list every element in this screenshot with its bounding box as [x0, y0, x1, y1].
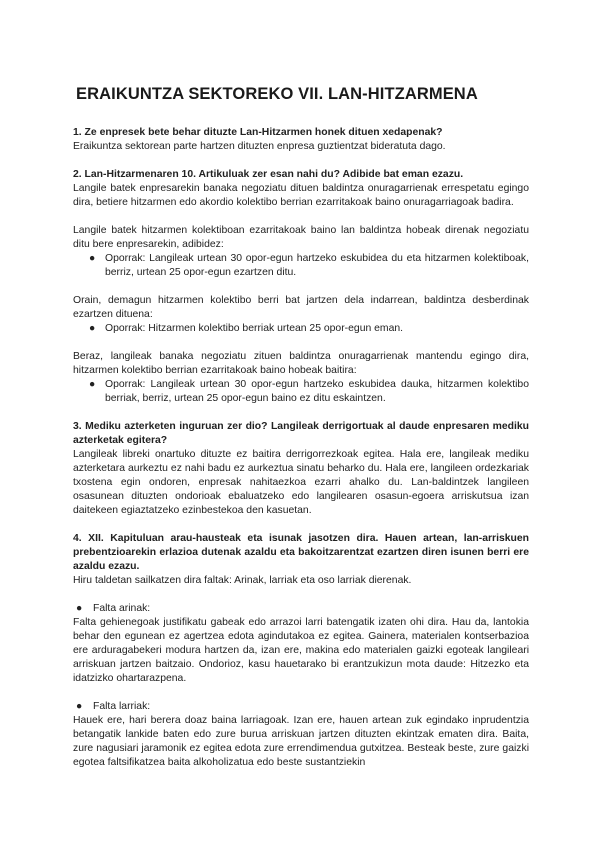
question-1: 1. Ze enpresek bete behar dituzte Lan-Hitzarmen honek dituen xedapenak?: [73, 127, 443, 138]
question-3: 3. Mediku azterketen inguruan zer dio? Langileak derrigortuak al daude enpresaren mediku azterketak egitera?: [73, 421, 529, 446]
bullet-icon: ●: [89, 253, 96, 264]
falta-larriak-label: ● Falta larriak:: [76, 701, 151, 712]
bullet-list-3: [73, 378, 529, 406]
answer-2-paragraph-1: Langile batek enpresarekin banaka negoziatu dituen baldintza onuragarrienak errespetatu egingo dira, betiere hitzarmen edo akordio kolektibo berrian ezarritakoak baino onuragarriagoak badira.: [73, 183, 529, 208]
answer-2-paragraph-3: Orain, demagun hitzarmen kolektibo berri bat jartzen dela indarrean, baldintza desberdinak ezartzen dituena:: [73, 295, 529, 320]
falta-larriak-paragraph: Hauek ere, hari berera doaz baina larriagoak. Izan ere, hauen artean zuk egindako inprudentzia betangatik lankide baten edo zure burua arriskuan jartzen dituzten ekintzak ematen dira. Baita, zure nagusiari jaramonik ez egitea edota zure errendimendua gutxitzea. Besteak beste, zure gaizki egotea faltsifikatzea baita alkoholizatua edo beste sustantziekin: [73, 715, 529, 768]
section-q3: [73, 420, 529, 518]
list-item: ● Oporrak: Hitzarmen kolektibo berriak urtean 25 opor-egun eman.: [89, 323, 404, 334]
section-q1: [73, 126, 529, 154]
bullet-list-1: [73, 252, 529, 280]
answer-1: Eraikuntza sektorean parte hartzen dituzten enpresa guztientzat bideratuta dago.: [73, 141, 446, 152]
falta-arinak-paragraph: Falta gehienegoak justifikatu gabeak edo arrazoi larri batengatik izaten ohi dira. Hau da, lantokia behar den egunean ez agertzea edota agindutakoa ez egitea. Gainera, materialen kontserbazioa ere arduragabekeri modura hartzen da, izan ere, makina edo materialen gaizki egoteak langileari arriskuan jartzen baitzaio. Ondorioz, kasu hauetarako bi erantzukizun mota daude: Hitzezko eta idatzizko ohartarazpena.: [73, 617, 529, 684]
section-q4: [73, 532, 529, 770]
answer-2-paragraph-2: Langile batek hitzarmen kolektiboan ezarritakoak baino lan baldintza hobeak direnak negoziatu ditu bere enpresarekin, adibidez:: [73, 225, 529, 250]
question-4: 4. XII. Kapituluan arau-hausteak eta isunak jasotzen dira. Hauen artean, lan-arriskuen prebentzioarekin erlazioa dutenak azaldu eta bakoitzarentzat ezartzen diren isunen berri ere azaldu ezazu.: [73, 533, 529, 572]
question-2: 2. Lan-Hitzarmenaren 10. Artikuluak zer esan nahi du? Adibide bat eman ezazu.: [73, 169, 464, 180]
falta-arinak-label: ● Falta arinak:: [76, 603, 151, 614]
bullet-icon: ●: [89, 379, 96, 390]
bullet-icon: ●: [89, 323, 96, 334]
document-title: ERAIKUNTZA SEKTOREKO VII. LAN-HITZARMENA: [76, 85, 478, 103]
section-q2: [73, 168, 529, 406]
answer-4-intro: Hiru taldetan sailkatzen dira faltak: Arinak, larriak eta oso larriak dierenak.: [73, 575, 412, 586]
bullet-list-2: [73, 322, 529, 336]
answer-2-paragraph-4: Beraz, langileak banaka negoziatu zituen baldintza onuragarrienak mantendu egingo dira, hitzarmen kolektibo berrian ezarritakoak baino hobeak baitira:: [73, 351, 529, 376]
bullet-icon: ●: [76, 701, 83, 712]
answer-3: Langileak libreki onartuko dituzte ez baitira derrigorrezkoak egitea. Hala ere, langileak mediku azterketara aurkeztu ez nahi badu ez aurkeztua sinatu beharko du. Hala ere, langileen ordezkariak txostena egin ondoren, enpresak nahitaezkoa ezarri ahalko du. Lan-baldintzek langileen osasunean dituzten ondorioak ebaluatzeko edo langilearen osasun-egoera arriskutsua izan daitekeen egiaztatzeko ezinbestekoa den kasuetan.: [73, 449, 529, 516]
bullet-icon: ●: [76, 603, 83, 614]
document-body: [73, 85, 529, 770]
list-item: ● Oporrak: Langileak urtean 30 opor-egun hartzeko eskubidea dauka, hitzarmen kolektibo berriak, berriz, urtean 25 opor-egun baino ez ditu eskaintzen.: [89, 379, 529, 404]
list-item: ● Oporrak: Langileak urtean 30 opor-egun hartzeko eskubidea du eta hitzarmen kolektiboak, berriz, urtean 25 opor-egun ezartzen ditu.: [89, 253, 529, 278]
